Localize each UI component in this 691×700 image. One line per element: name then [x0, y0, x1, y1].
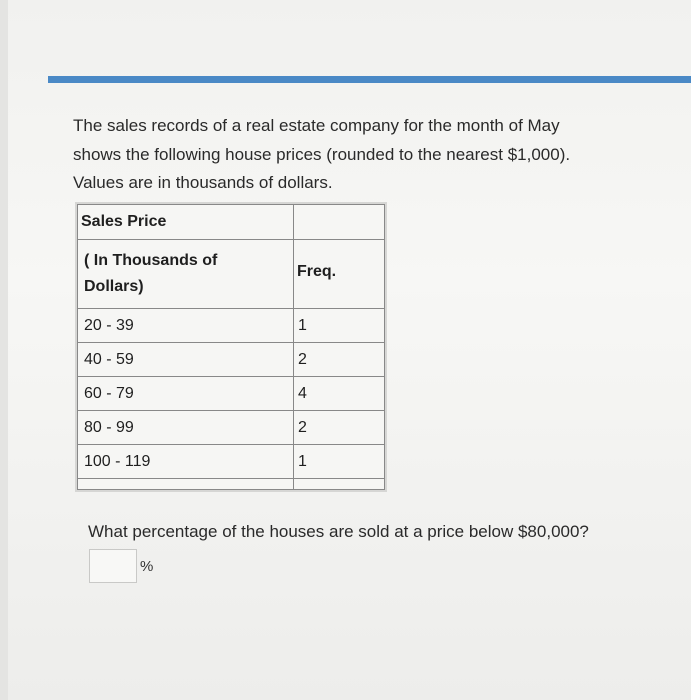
question-text: What percentage of the houses are sold at a price below $80,000?	[88, 522, 589, 541]
sales-price-table	[77, 204, 385, 490]
range-cell: 20 - 39	[78, 309, 294, 343]
answer-input[interactable]	[89, 549, 137, 583]
range-cell: 100 - 119	[78, 445, 294, 479]
freq-cell: 1	[294, 309, 385, 343]
problem-line: Values are in thousands of dollars.	[73, 173, 333, 192]
freq-cell: 2	[294, 343, 385, 377]
table-header-row	[78, 240, 385, 309]
accent-bar	[48, 76, 691, 83]
range-header	[78, 240, 294, 309]
range-header-line: ( In Thousands of	[84, 252, 218, 269]
table-row	[78, 309, 385, 343]
problem-statement	[73, 112, 663, 198]
table-row	[78, 445, 385, 479]
freq-cell: 2	[294, 411, 385, 445]
range-cell: 60 - 79	[78, 377, 294, 411]
table-title: Sales Price	[78, 205, 294, 240]
answer-row	[89, 549, 153, 583]
range-cell: 40 - 59	[78, 343, 294, 377]
table-row	[78, 343, 385, 377]
percent-unit: %	[140, 557, 154, 575]
spacer-cell	[294, 479, 385, 490]
table-spacer-row	[78, 479, 385, 490]
range-header-line: Dollars)	[84, 278, 144, 295]
problem-line: The sales records of a real estate company for the month of May	[73, 116, 560, 135]
table-title-empty-cell	[294, 205, 385, 240]
table-row	[78, 411, 385, 445]
spacer-cell	[78, 479, 294, 490]
range-cell: 80 - 99	[78, 411, 294, 445]
problem-line: shows the following house prices (rounded to the nearest $1,000).	[73, 144, 571, 164]
freq-cell: 1	[294, 445, 385, 479]
freq-cell: 4	[294, 377, 385, 411]
freq-header: Freq.	[294, 240, 385, 309]
table-title-row	[78, 205, 385, 240]
table-row	[78, 377, 385, 411]
